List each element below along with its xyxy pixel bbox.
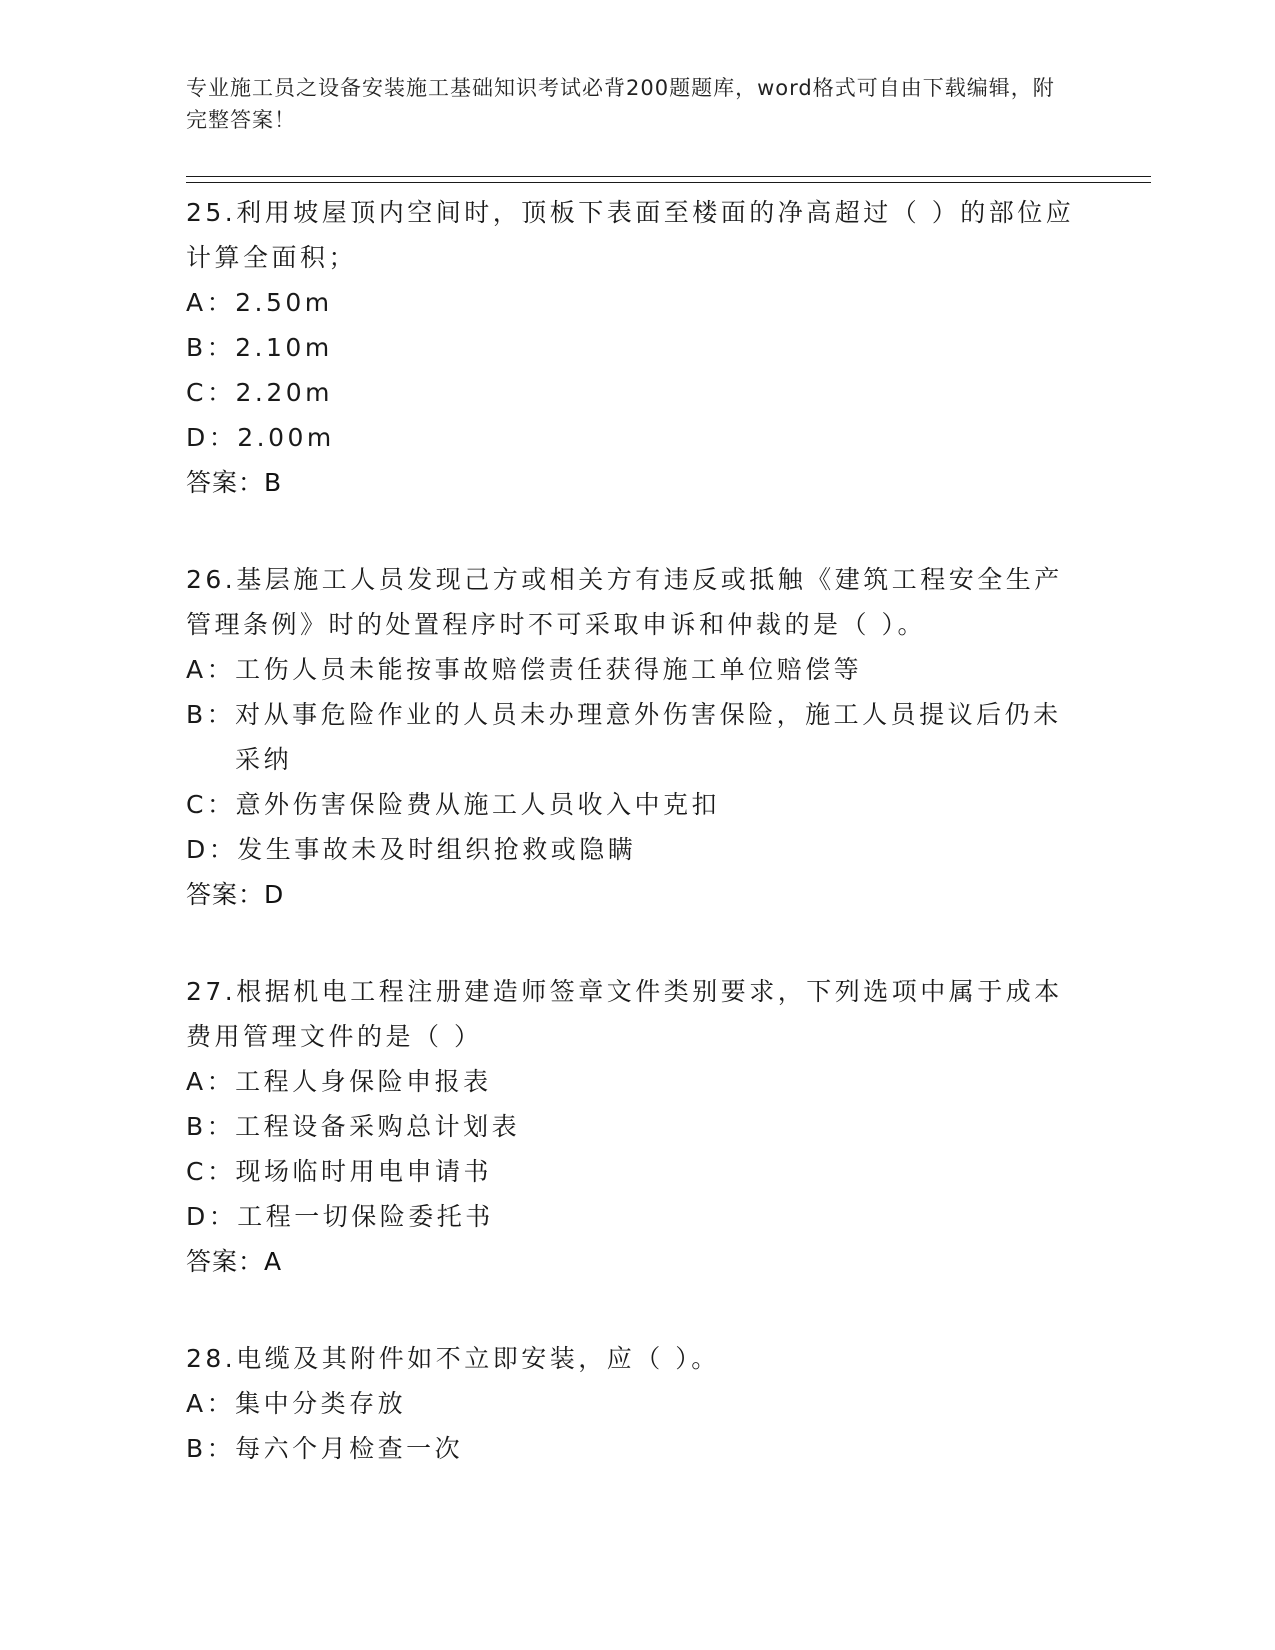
option-text: 工程人身保险申报表: [235, 1067, 492, 1096]
answer-line: 答案：D: [186, 880, 285, 909]
option-text: 2.20m: [235, 378, 333, 407]
document-header: 专业施工员之设备安装施工基础知识考试必背200题题库，word格式可自由下载编辑，附完整答案！: [186, 76, 1055, 132]
question-stem: 26.基层施工人员发现己方或相关方有违反或抵触《建筑工程安全生产管理条例》时的处置程序时不可采取申诉和仲裁的是（ ）。: [186, 565, 1063, 639]
option-letter: A：: [186, 655, 236, 684]
option-text: 2.00m: [237, 423, 335, 452]
option-letter: B：: [186, 700, 236, 729]
option-b: [186, 1426, 1086, 1471]
option-text: 工程设备采购总计划表: [235, 1112, 521, 1141]
option-d: [186, 1194, 1086, 1239]
option-letter: A：: [186, 288, 236, 317]
option-letter: D：: [186, 423, 238, 452]
option-text: 意外伤害保险费从施工人员收入中克扣: [235, 790, 720, 819]
option-letter: B：: [186, 1434, 236, 1463]
question-27: [186, 969, 1086, 1284]
option-letter: A：: [186, 1067, 236, 1096]
option-c: [186, 370, 1086, 415]
option-letter: C：: [186, 790, 236, 819]
question-stem: 28.电缆及其附件如不立即安装，应（ ）。: [186, 1344, 720, 1373]
option-b: [186, 1104, 1086, 1149]
option-text: 2.50m: [235, 288, 333, 317]
option-b: [186, 692, 1086, 782]
option-b: [186, 325, 1086, 370]
option-a: [186, 280, 1086, 325]
option-a: [186, 647, 1086, 692]
question-list: [186, 190, 1086, 1523]
option-letter: C：: [186, 1157, 236, 1186]
option-text: 每六个月检查一次: [235, 1434, 464, 1463]
option-a: [186, 1381, 1086, 1426]
option-text: 集中分类存放: [235, 1389, 407, 1418]
option-text: 2.10m: [235, 333, 333, 362]
option-text: 现场临时用电申请书: [235, 1157, 492, 1186]
header-rule-top: [186, 176, 1151, 177]
answer-line: 答案：B: [186, 468, 283, 497]
option-letter: D：: [186, 835, 238, 864]
question-25: [186, 190, 1086, 505]
option-text: 工程一切保险委托书: [237, 1202, 494, 1231]
question-stem: 27.根据机电工程注册建造师签章文件类别要求，下列选项中属于成本费用管理文件的是（ ）: [186, 977, 1063, 1051]
option-text: 发生事故未及时组织抢救或隐瞒: [237, 835, 637, 864]
answer-line: 答案：A: [186, 1247, 283, 1276]
option-c: [186, 782, 1086, 827]
header-rule-bottom: [186, 182, 1151, 183]
option-letter: C：: [186, 378, 236, 407]
option-letter: D：: [186, 1202, 238, 1231]
option-letter: B：: [186, 333, 236, 362]
option-letter: A：: [186, 1389, 236, 1418]
option-letter: B：: [186, 1112, 236, 1141]
option-c: [186, 1149, 1086, 1194]
option-a: [186, 1059, 1086, 1104]
question-26: [186, 557, 1086, 917]
option-d: [186, 827, 1086, 872]
option-d: [186, 415, 1086, 460]
question-28: [186, 1336, 1086, 1471]
question-stem: 25.利用坡屋顶内空间时，顶板下表面至楼面的净高超过（ ）的部位应计算全面积；: [186, 198, 1075, 272]
option-text: 工伤人员未能按事故赔偿责任获得施工单位赔偿等: [235, 655, 863, 684]
option-text: 对从事危险作业的人员未办理意外伤害保险，施工人员提议后仍未采纳: [235, 700, 1062, 774]
